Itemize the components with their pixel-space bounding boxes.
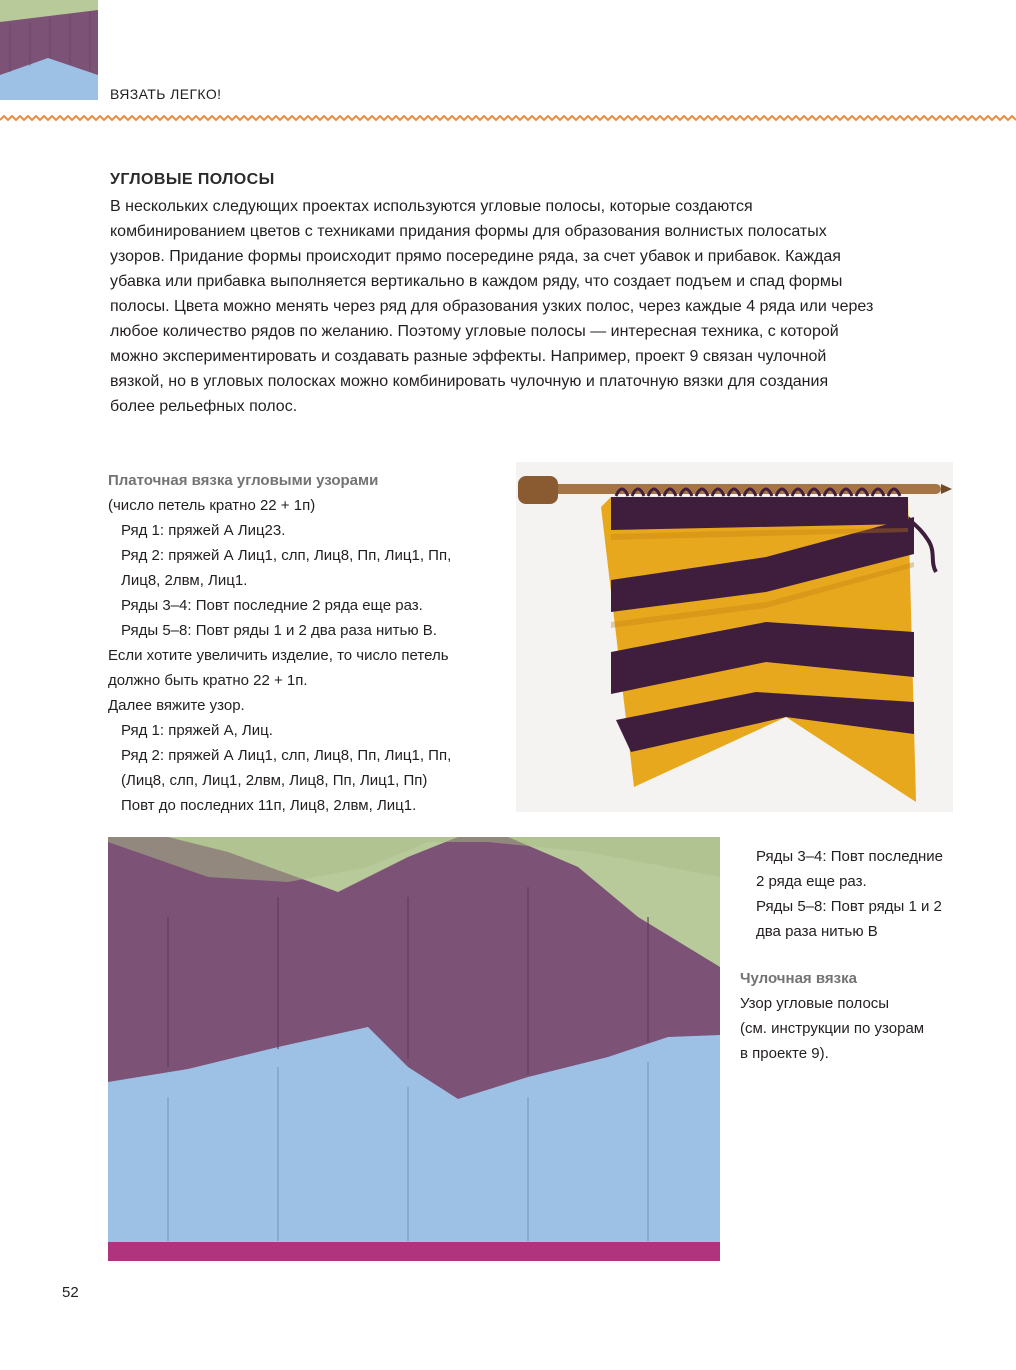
garter-instruction-line: (Лиц8, слп, Лиц1, 2лвм, Лиц8, Пп, Лиц1, Пп) <box>121 772 428 789</box>
garter-instruction-line: Если хотите увеличить изделие, то число петель <box>108 647 449 664</box>
side-instructions <box>740 844 1010 1066</box>
garter-chevron-photo <box>516 462 953 812</box>
side-continued-rows <box>740 844 1010 944</box>
page-number: 52 <box>62 1284 79 1301</box>
intro-paragraph-line: более рельефных полос. <box>110 398 298 415</box>
intro-paragraph <box>110 194 970 419</box>
garter-instruction-line: Ряд 1: пряжей А Лиц23. <box>121 522 286 539</box>
garter-instructions <box>108 468 508 818</box>
corner-knit-swatch-image <box>0 0 98 100</box>
running-head: ВЯЗАТЬ ЛЕГКО! <box>110 86 222 102</box>
garter-instruction-line: Ряды 5–8: Повт ряды 1 и 2 два раза нитью В. <box>121 622 437 639</box>
side-instruction-line: 2 ряда еще раз. <box>756 873 867 890</box>
stockinette-title: Чулочная вязка <box>740 970 857 987</box>
garter-instruction-line: Далее вяжите узор. <box>108 697 245 714</box>
header-wavy-rule <box>0 112 1016 122</box>
garter-title: Платочная вязка угловыми узорами <box>108 472 379 489</box>
intro-paragraph-line: В нескольких следующих проектах используются угловые полосы, которые создаются <box>110 198 753 215</box>
garter-instruction-line: (число петель кратно 22 + 1п) <box>108 497 316 514</box>
stockinette-lines <box>740 991 1010 1066</box>
intro-paragraph-line: убавка или прибавка выполняется вертикально в каждом ряду, что создает подъем и спад формы <box>110 273 843 290</box>
garter-lines <box>108 493 508 818</box>
garter-instruction-line: Ряд 1: пряжей А, Лиц. <box>121 722 273 739</box>
stockinette-chevron-photo <box>108 837 720 1261</box>
intro-paragraph-line: любое количество рядов по желанию. Поэтому угловые полосы — интересная техника, с которой <box>110 323 839 340</box>
intro-paragraph-line: комбинированием цветов с техниками придания формы для образования волнистых полосатых <box>110 223 827 240</box>
garter-instruction-line: Повт до последних 11п, Лиц8, 2лвм, Лиц1. <box>121 797 417 814</box>
garter-instruction-line: Ряды 3–4: Повт последние 2 ряда еще раз. <box>121 597 423 614</box>
garter-instruction-line: должно быть кратно 22 + 1п. <box>108 672 308 689</box>
intro-paragraph-line: узоров. Придание формы происходит прямо посередине ряда, за счет убавок и прибавок. Каждая <box>110 248 841 265</box>
stockinette-instruction-line: Узор угловые полосы <box>740 995 890 1012</box>
stockinette-instruction-line: (см. инструкции по узорам <box>740 1020 925 1037</box>
section-title: УГЛОВЫЕ ПОЛОСЫ <box>110 171 275 188</box>
intro-paragraph-line: вязкой, но в угловых полосках можно комбинировать чулочную и платочную вязки для создания <box>110 373 829 390</box>
garter-instruction-line: Лиц8, 2лвм, Лиц1. <box>121 572 248 589</box>
intro-paragraph-line: можно экспериментировать и создавать разные эффекты. Например, проект 9 связан чулочной <box>110 348 827 365</box>
stockinette-instruction-line: в проекте 9). <box>740 1045 829 1062</box>
garter-instruction-line: Ряд 2: пряжей А Лиц1, слп, Лиц8, Пп, Лиц1, Пп, <box>121 747 452 764</box>
side-instruction-line: два раза нитью В <box>756 923 878 940</box>
side-instruction-line: Ряды 3–4: Повт последние <box>756 848 943 865</box>
garter-instruction-line: Ряд 2: пряжей А Лиц1, слп, Лиц8, Пп, Лиц1, Пп, <box>121 547 452 564</box>
intro-paragraph-line: полосы. Цвета можно менять через ряд для образования узких полос, через каждые 4 ряда или через <box>110 298 874 315</box>
side-instruction-line: Ряды 5–8: Повт ряды 1 и 2 <box>756 898 942 915</box>
